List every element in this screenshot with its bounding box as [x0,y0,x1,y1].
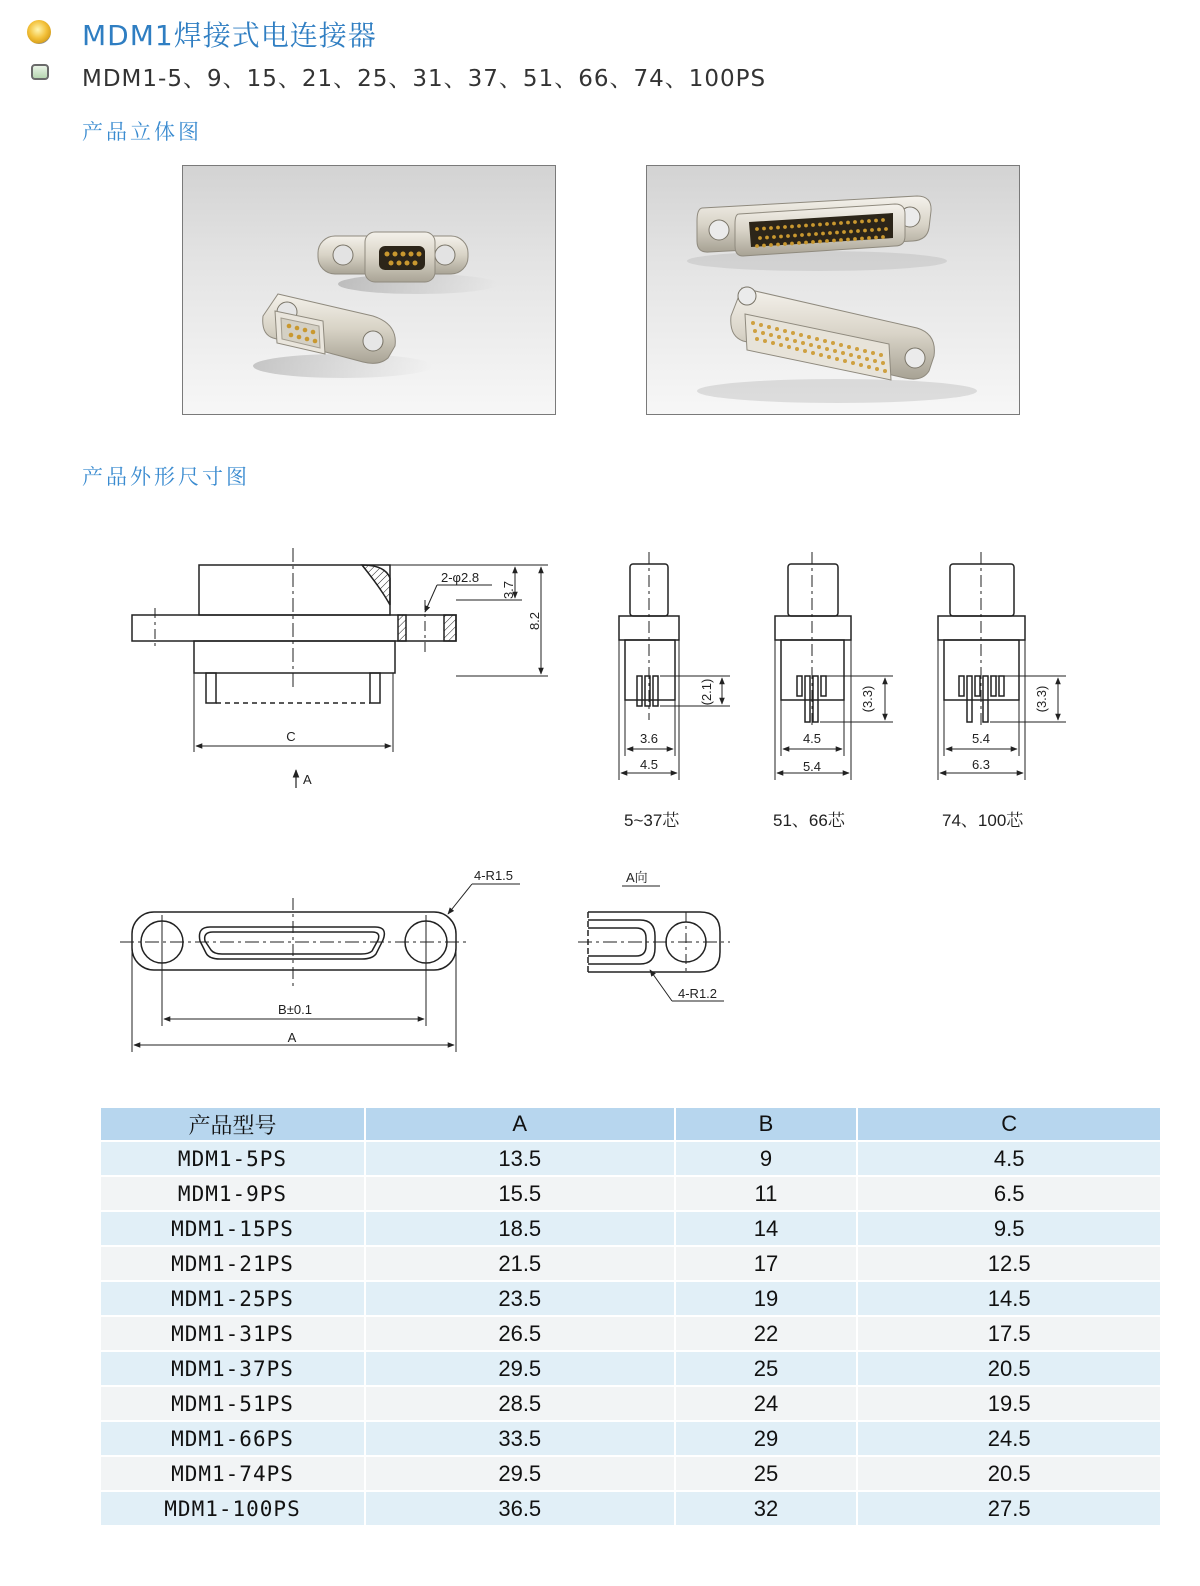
table-header-row [101,1108,1160,1141]
cell-model: MDM1-5PS [101,1141,365,1176]
cell-model: MDM1-21PS [101,1246,365,1281]
table-row [101,1386,1160,1421]
caption-74-100: 74、100芯 [942,811,1024,830]
cell-c: 19.5 [857,1386,1160,1421]
table-row [101,1316,1160,1351]
a-direction-view [578,886,730,1001]
dimension-table [101,1108,1160,1527]
cell-a: 21.5 [365,1246,675,1281]
cell-c: 20.5 [857,1351,1160,1386]
label-pin-length-3: (3.3) [1034,685,1049,713]
cell-a: 33.5 [365,1421,675,1456]
model-list: MDM1-5、9、15、21、25、31、37、51、66、74、100PS [82,66,767,92]
caption-51-66: 51、66芯 [773,811,845,830]
cell-b: 22 [675,1316,858,1351]
table-row [101,1491,1160,1526]
cell-a: 29.5 [365,1351,675,1386]
label-hole-diameter: 2-φ2.8 [441,570,480,585]
cell-b: 25 [675,1456,858,1491]
side-view [132,548,548,788]
cell-c: 9.5 [857,1211,1160,1246]
cell-a: 13.5 [365,1141,675,1176]
label-view-a: A [303,772,312,787]
cell-a: 28.5 [365,1386,675,1421]
cell-model: MDM1-25PS [101,1281,365,1316]
label-radius-aview: 4-R1.2 [678,986,718,1001]
cell-a: 26.5 [365,1316,675,1351]
cell-b: 24 [675,1386,858,1421]
cell-model: MDM1-37PS [101,1351,365,1386]
cell-c: 12.5 [857,1246,1160,1281]
cell-b: 11 [675,1176,858,1211]
cell-model: MDM1-15PS [101,1211,365,1246]
end-view-2 [775,552,893,780]
label-dim-a: A [287,1030,297,1045]
cell-a: 36.5 [365,1491,675,1526]
cell-b: 9 [675,1141,858,1176]
label-height-8-2: 8.2 [527,611,542,631]
page-title: MDM1焊接式电连接器 [82,19,377,52]
header-model: 产品型号 [101,1108,365,1141]
table-row [101,1421,1160,1456]
table-row [101,1176,1160,1211]
label-a-view-title: A向 [626,870,648,885]
section-dimensions-title: 产品外形尺寸图 [82,465,250,489]
cell-a: 15.5 [365,1176,675,1211]
label-dim-c: C [286,729,296,744]
cell-a: 23.5 [365,1281,675,1316]
cell-model: MDM1-9PS [101,1176,365,1211]
end-view-1 [619,552,730,780]
cell-b: 25 [675,1351,858,1386]
cell-b: 17 [675,1246,858,1281]
cell-c: 17.5 [857,1316,1160,1351]
cell-c: 4.5 [857,1141,1160,1176]
header-a: A [365,1108,675,1141]
label-outer-width-3: 6.3 [971,757,991,772]
label-pin-length-2: (3.3) [860,685,875,713]
label-pin-length-1: (2.1) [699,678,714,706]
cell-c: 6.5 [857,1176,1160,1211]
cell-b: 14 [675,1211,858,1246]
table-row [101,1281,1160,1316]
label-radius-plan: 4-R1.5 [474,868,514,883]
label-inner-width-2: 4.5 [802,731,822,746]
cell-model: MDM1-100PS [101,1491,365,1526]
cell-model: MDM1-66PS [101,1421,365,1456]
header-c: C [857,1108,1160,1141]
table-row [101,1141,1160,1176]
table-row [101,1351,1160,1386]
cell-model: MDM1-74PS [101,1456,365,1491]
cell-model: MDM1-31PS [101,1316,365,1351]
label-height-3-7: 3.7 [501,580,516,600]
cell-c: 24.5 [857,1421,1160,1456]
end-view-3 [938,552,1066,780]
cell-b: 32 [675,1491,858,1526]
table-row [101,1246,1160,1281]
cell-c: 14.5 [857,1281,1160,1316]
table-row [101,1211,1160,1246]
label-inner-width-1: 3.6 [639,731,659,746]
cell-c: 20.5 [857,1456,1160,1491]
cell-b: 29 [675,1421,858,1456]
cell-a: 29.5 [365,1456,675,1491]
label-inner-width-3: 5.4 [971,731,991,746]
cell-b: 19 [675,1281,858,1316]
label-outer-width-1: 4.5 [639,757,659,772]
cell-c: 27.5 [857,1491,1160,1526]
cell-model: MDM1-51PS [101,1386,365,1421]
section-photos-title: 产品立体图 [82,120,202,144]
header-b: B [675,1108,858,1141]
plan-view [120,884,520,1052]
cell-a: 18.5 [365,1211,675,1246]
caption-5-37: 5~37芯 [624,811,680,830]
label-outer-width-2: 5.4 [802,759,822,774]
table-row [101,1456,1160,1491]
label-dim-b: B±0.1 [278,1002,312,1017]
